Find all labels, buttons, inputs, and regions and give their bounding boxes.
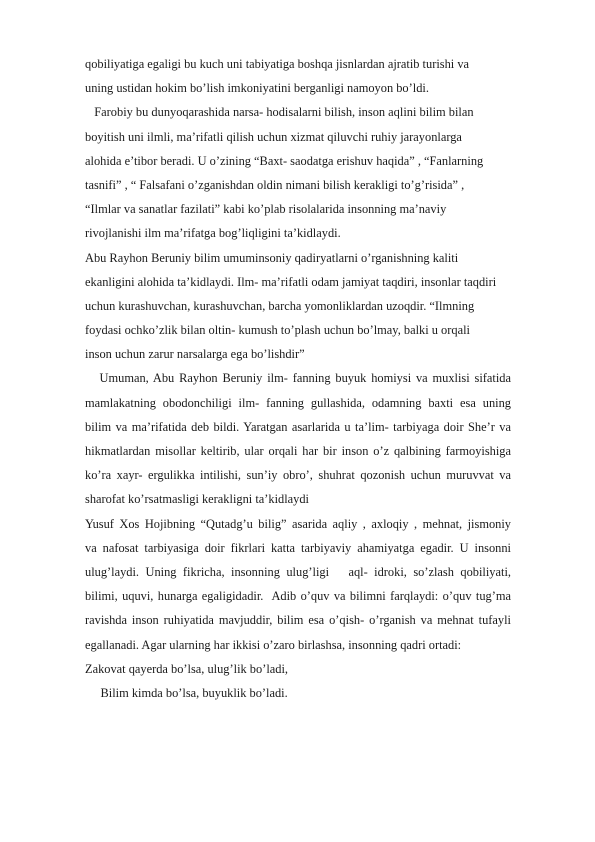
text-line: alohida e’tibor beradi. U o’zining “Baxt- saodatga erishuv haqida” , “Fanlarning (85, 153, 484, 168)
text-line-justified: mamlakatning obodonchiligi ilm- fanning gullashida, odamning baxti esa uning (85, 395, 511, 410)
text-line: foydasi ochko’zlik bilan oltin- kumush to’plash uchun bo’lmay, balki u orqali (85, 323, 470, 338)
text-line: Farobiy bu dunyoqarashida narsa- hodisalarni bilish, inson aqlini bilim bilan (85, 105, 474, 120)
text-line: qobiliyatiga egaligi bu kuch uni tabiyatiga boshqa jisnlardan ajratib turishi va (85, 57, 470, 71)
text-line: uchun kurashuvchan, kurashuvchan, barcha yomonliklardan uzoqdir. “Ilmning (85, 298, 475, 313)
text-line-justified: ko’ra xayr- ergulikka intilishi, sun’iy obro’, shuhrat qozonish uchun muruvvat va (85, 468, 511, 483)
text-line: inson uchun zarur narsalarga ega bo’lishdir” (85, 347, 305, 362)
text-line: uning ustidan hokim bo’lish imkoniyatini berganligi namoyon bo’ldi. (85, 81, 429, 96)
text-line-justified: va nafosat tarbiyasiga doir fikrlari katta tarbiyaviy ahamiyatga egadir. U insonni (85, 540, 511, 555)
text-line-justified: ulug’laydi. Uning fikricha, insonning ulug’ligi aql- idroki, so’zlash qobiliyati, (85, 564, 511, 579)
text-line: sharofat ko’rsatmasligi kerakligni ta’kidlaydi (85, 492, 309, 507)
text-line: egallanadi. Agar ularning har ikkisi o’zaro birlashsa, insonning qadri ortadi: (85, 637, 462, 652)
text-line: ekanligini alohida ta’kidlaydi. Ilm- ma’rifatli odam jamiyat taqdiri, insonlar taqdiri (85, 274, 497, 289)
text-line-justified: bilimi, uquvi, hunarga egaligidadir. Adib o’quv va bilimni farqlaydi: o’quv tug’ma (85, 589, 511, 604)
text-line-justified: hikmatlardan misollar keltirib, ular orqali har bir inson o’z qalbining farmoyishiga (85, 444, 511, 458)
text-line-justified: Umuman, Abu Rayhon Beruniy ilm- fanning buyuk homiysi va muxlisi sifatida (85, 371, 511, 386)
text-line-justified: ravishda inson ruhiyatida mavjuddir, bilim esa o’qish- o’rganish va mehnat tufayli (85, 613, 511, 628)
text-line: boyitish uni ilmli, ma’rifatli qilish uchun xizmat qiluvchi ruhiy jarayonlarga (85, 129, 462, 144)
text-line-justified: bilim va ma’rifatida deb bildi. Yaratgan asarlarida u ta’lim- tarbiyaga doir She’r va (85, 419, 511, 434)
text-line: “Ilmlar va sanatlar fazilati” kabi ko’plab risolalarida insonning ma’naviy (85, 202, 447, 217)
text-line: Abu Rayhon Beruniy bilim umuminsoniy qadiryatlarni o’rganishning kaliti (85, 250, 459, 265)
verse-line: Bilim kimda bo’lsa, buyuklik bo’ladi. (85, 685, 288, 700)
text-line: tasnifi” , “ Falsafani o’zganishdan oldin nimani bilish kerakligi to’g’risida” , (85, 177, 465, 192)
text-line-justified: Yusuf Xos Hojibning “Qutadg’u bilig” asarida aqliy , axloqiy , mehnat, jismoniy (85, 516, 511, 531)
document-page (85, 52, 511, 705)
text-line: rivojlanishi ilm ma’rifatga bog’liqligini ta’kidlaydi. (85, 226, 341, 241)
verse-line: Zakovat qayerda bo’lsa, ulug’lik bo’ladi, (85, 661, 289, 676)
